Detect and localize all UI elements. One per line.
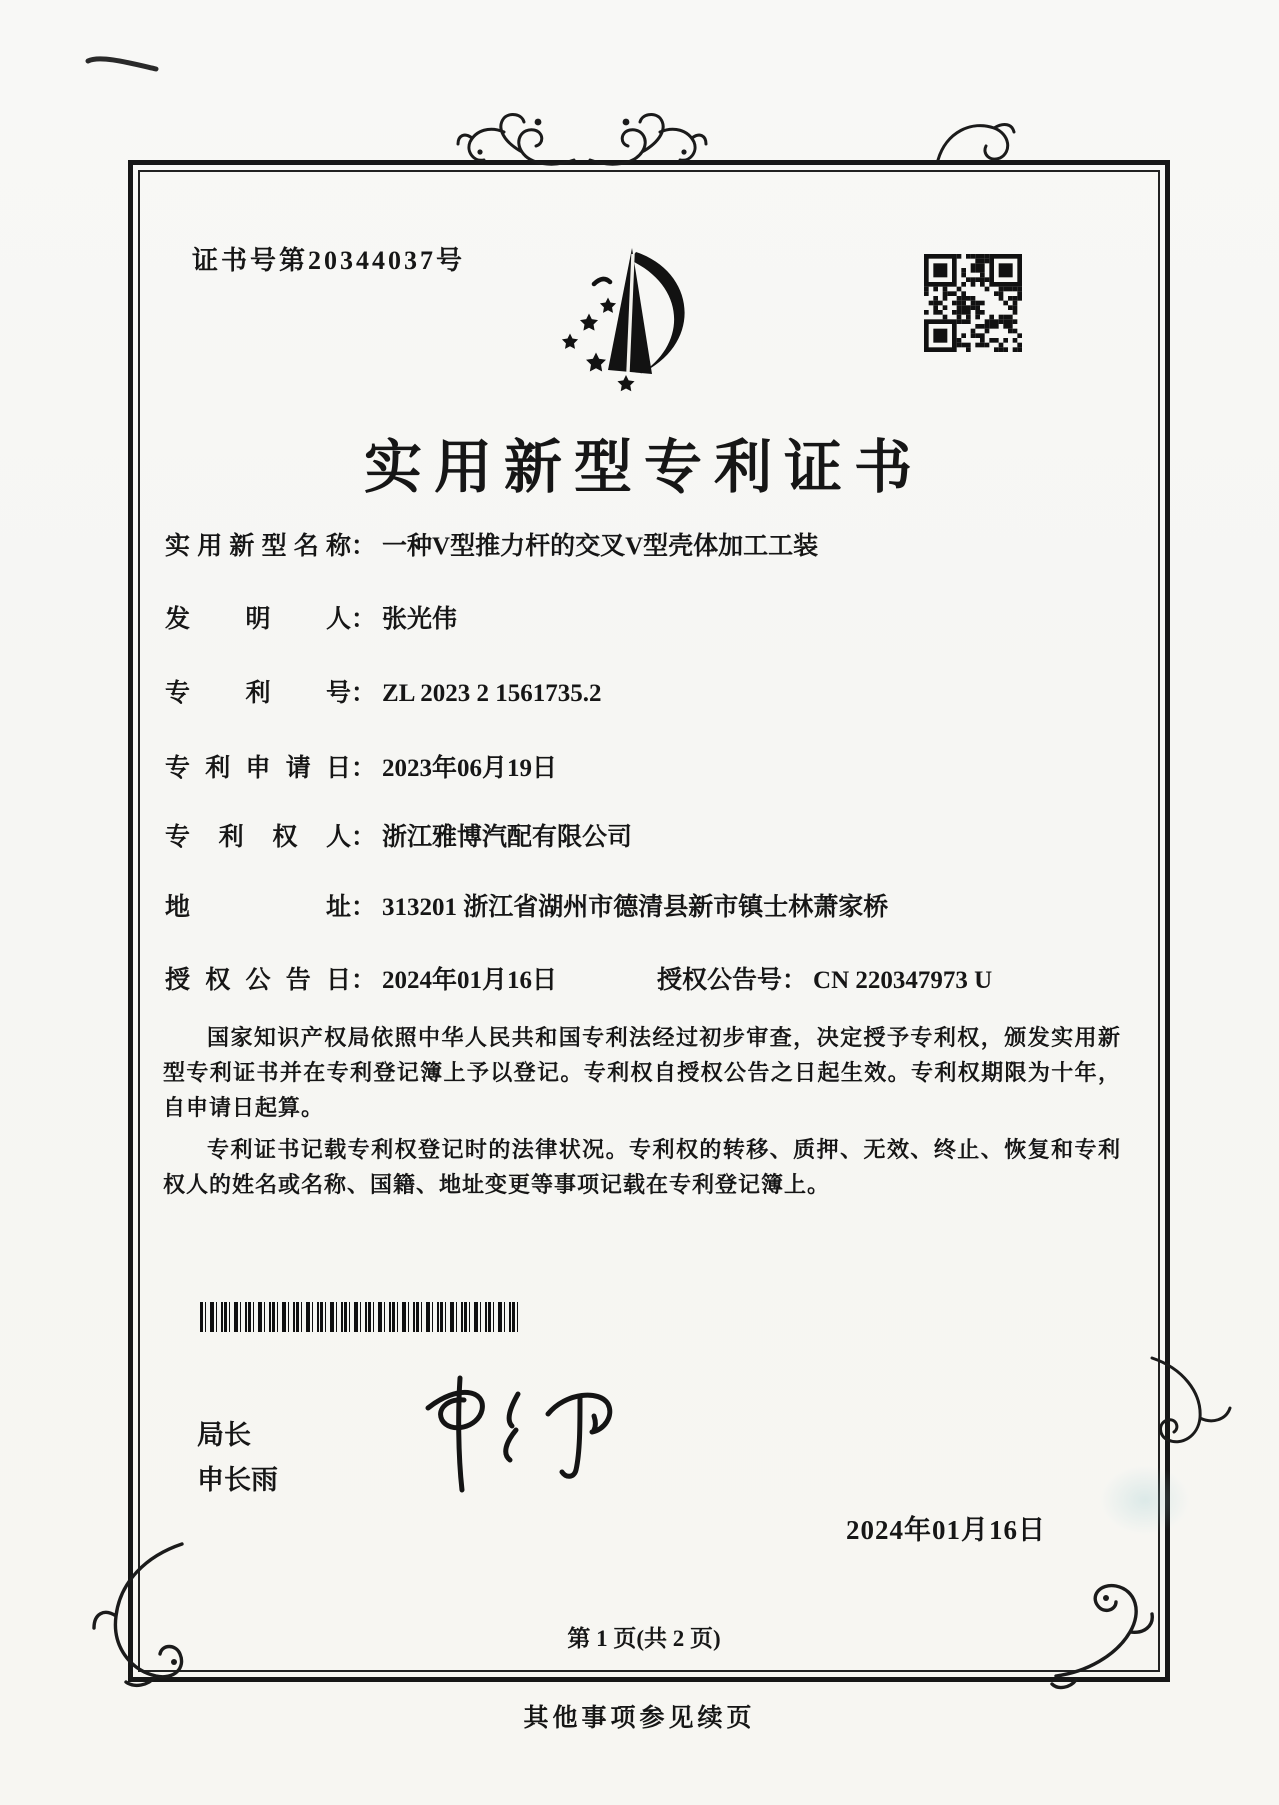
- field-colon: ：: [351, 533, 377, 560]
- qr-code-icon: [924, 254, 1022, 352]
- legal-paragraph-2: 专利证书记载专利权登记时的法律状况。专利权的转移、质押、无效、终止、恢复和专利权人的姓名或名称、国籍、地址变更等事项记载在专利登记簿上。: [163, 1137, 1121, 1197]
- cnipa-patent-logo-icon: [538, 246, 728, 394]
- commissioner-signature-icon: [398, 1368, 648, 1498]
- field-row-grant-date: [165, 960, 993, 996]
- field-row-grant-number: [657, 960, 992, 996]
- field-colon: ：: [782, 967, 808, 994]
- legal-text: [163, 1020, 1121, 1209]
- field-label: 专利号: [165, 679, 351, 707]
- continuation-note: 其他事项参见续页: [523, 1705, 756, 1732]
- certificate-number: 证书号第20344037号: [192, 246, 466, 275]
- field-value: ZL 2023 2 1561735.2: [382, 680, 602, 707]
- barcode: [200, 1302, 518, 1332]
- field-value: 一种V型推力杆的交叉V型壳体加工工装: [382, 533, 819, 560]
- field-label: 实用新型名称: [165, 532, 351, 560]
- field-value: 313201 浙江省湖州市德清县新市镇士林萧家桥: [382, 894, 889, 921]
- field-row-filing-date: [165, 748, 557, 784]
- certificate-title: 实用新型专利证书: [363, 435, 924, 500]
- field-label: 专利申请日: [165, 754, 351, 782]
- commissioner-title: 局长: [197, 1420, 251, 1450]
- field-label: 发明人: [165, 605, 351, 633]
- dragon-ornament-left-icon: [452, 108, 580, 178]
- field-value: 2024年01月16日: [382, 967, 558, 994]
- scan-artifact: [1100, 1465, 1190, 1535]
- side-flourish-right-icon: [1142, 1352, 1238, 1452]
- legal-paragraph-1: 国家知识产权局依照中华人民共和国专利法经过初步审查，决定授予专利权，颁发实用新型专利证书并在专利登记簿上予以登记。专利权自授权公告之日起生效。专利权期限为十年，自申请日起算。: [163, 1025, 1121, 1120]
- field-value: 2023年06月19日: [382, 755, 558, 782]
- page-indicator: 第 1 页(共 2 页): [567, 1626, 721, 1651]
- field-row-utility-model-name: [165, 526, 818, 562]
- corner-flourish-top-right-icon: [932, 112, 1018, 178]
- commissioner-name: 申长雨: [197, 1465, 278, 1495]
- field-value: CN 220347973 U: [813, 967, 993, 994]
- field-colon: ：: [351, 824, 377, 851]
- field-row-patentee: [165, 817, 632, 853]
- field-label: 授权公告号: [657, 966, 783, 994]
- field-colon: ：: [351, 967, 377, 994]
- field-colon: ：: [351, 894, 377, 921]
- field-label: 专利权人: [165, 823, 351, 851]
- pen-mark: [80, 45, 170, 85]
- field-label: 地址: [165, 893, 351, 921]
- field-label: 授权公告日: [165, 966, 351, 994]
- field-value: 张光伟: [382, 606, 458, 633]
- dragon-ornament-right-icon: [584, 108, 712, 178]
- field-value: 浙江雅博汽配有限公司: [382, 824, 633, 851]
- field-row-inventor: [165, 599, 457, 635]
- field-row-address: [165, 887, 888, 923]
- field-colon: ：: [351, 680, 377, 707]
- field-row-patent-number: [165, 673, 602, 709]
- field-colon: ：: [351, 755, 377, 782]
- field-colon: ：: [351, 606, 377, 633]
- corner-flourish-bottom-left-icon: [86, 1538, 194, 1690]
- issue-date: 2024年01月16日: [846, 1515, 1046, 1545]
